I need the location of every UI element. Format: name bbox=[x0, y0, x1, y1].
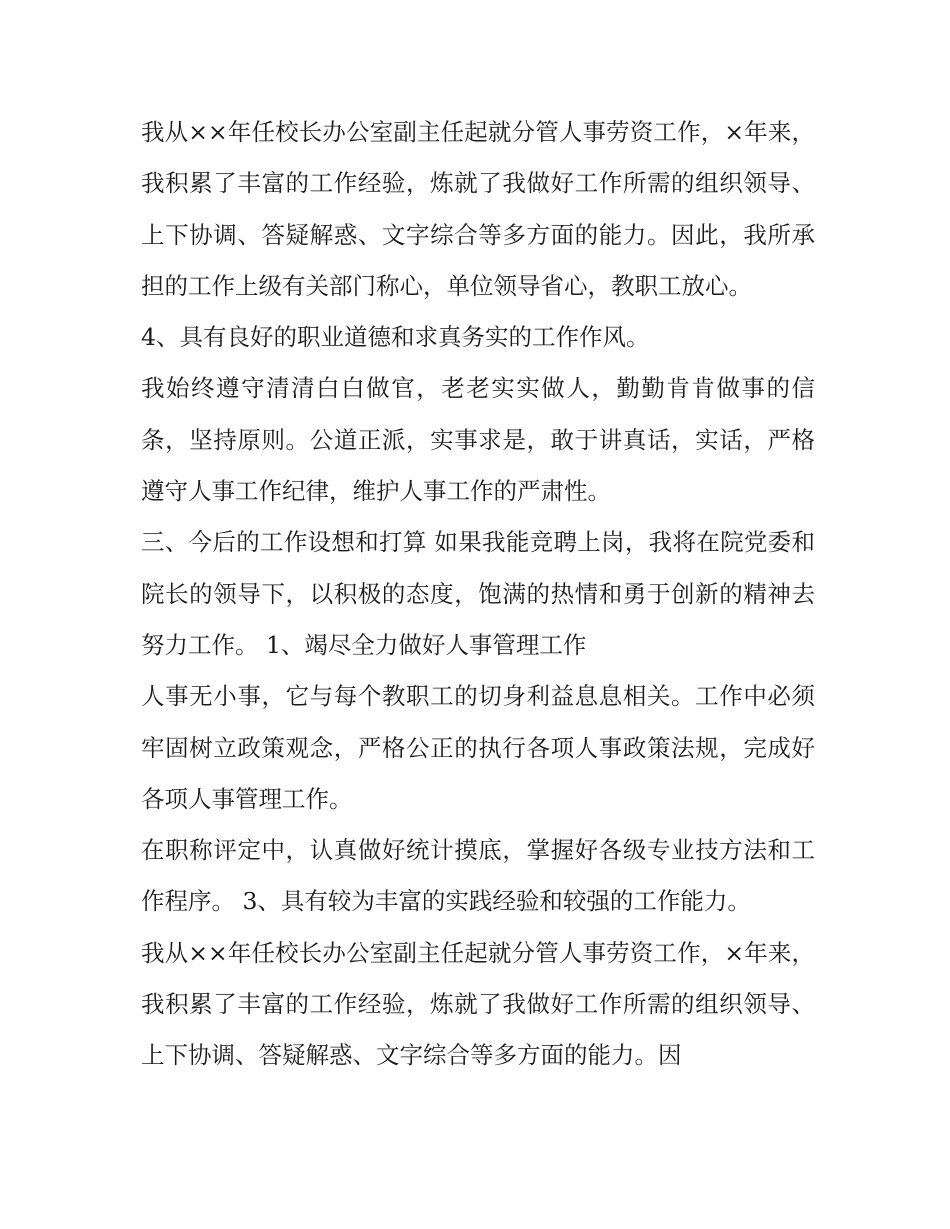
paragraph-title-evaluation: 在职称评定中，认真做好统计摸底，掌握好各级专业技方法和工作程序。 3、具有较为丰富的实践经验和较强的工作能力。 bbox=[141, 836, 815, 916]
paragraph-future-plans: 三、今后的工作设想和打算 如果我能竞聘上岗，我将在院党委和院长的领导下，以积极的态度，饱满的热情和勇于创新的精神去努力工作。 1、竭尽全力做好人事管理工作 bbox=[141, 528, 815, 659]
paragraph-work-experience: 我从××年任校长办公室副主任起就分管人事劳资工作，×年来，我积累了丰富的工作经验，炼就了我做好工作所需的组织领导、上下协调、答疑解惑、文字综合等多方面的能力。因此，我所承担的工作上级有关部门称心，单位领导省心，教职工放心。 bbox=[141, 118, 815, 300]
paragraph-work-experience-repeat: 我从××年任校长办公室副主任起就分管人事劳资工作，×年来，我积累了丰富的工作经验，炼就了我做好工作所需的组织领导、上下协调、答疑解惑、文字综合等多方面的能力。因 bbox=[141, 938, 815, 1070]
paragraph-personnel-management: 人事无小事，它与每个教职工的切身利益息息相关。工作中必须牢固树立政策观念，严格公正的执行各项人事政策法规，完成好各项人事管理工作。 bbox=[141, 682, 815, 813]
document-body bbox=[141, 107, 815, 1082]
paragraph-heading-professional-ethics: 4、具有良好的职业道德和求真务实的工作作风。 bbox=[141, 323, 650, 352]
paragraph-principles: 我始终遵守清清白白做官，老老实实做人，勤勤肯肯做事的信条，坚持原则。公道正派，实事求是，敢于讲真话，实话，严格遵守人事工作纪律，维护人事工作的严肃性。 bbox=[141, 374, 815, 506]
